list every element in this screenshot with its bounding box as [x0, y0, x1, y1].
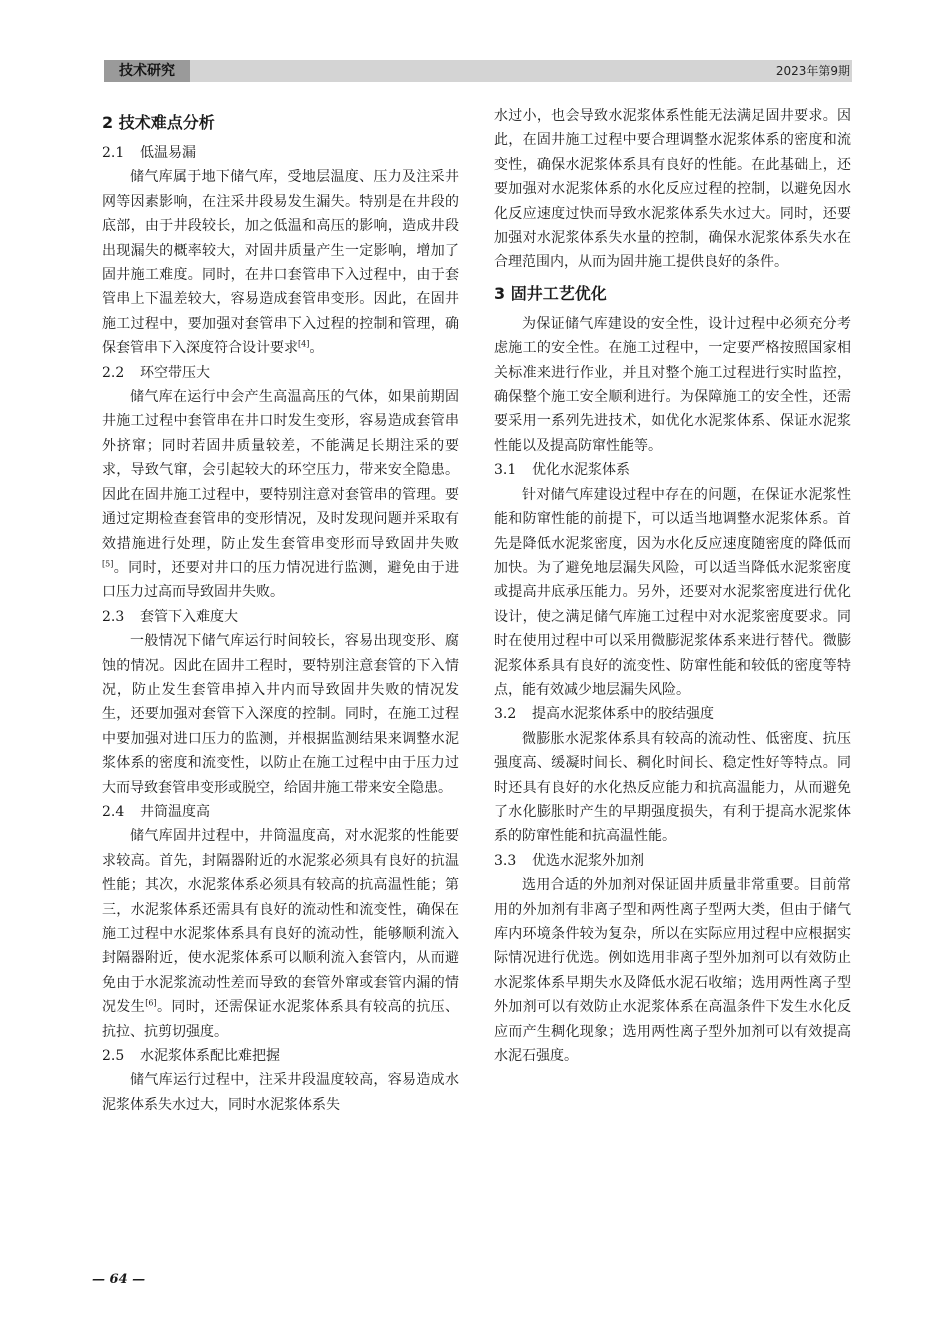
- subsection-title: 套管下入难度大: [140, 608, 238, 625]
- paragraph-text: 储气库在运行中会产生高温高压的气体，如果前期固井施工过程中套管串在井口时发生变形，容易造成套管串外挤窜；同时若固井质量较差，不能满足长期注采的要求，导致气窜，会引起较大的环空压力，带来安全隐患。因此在固井施工过程中，要特别注意对套管串的管理。要通过定期检查套管串的变形情况，及时发现问题并采取有效措施进行处理，防止发生套管串变形而导致固井失败: [102, 389, 459, 552]
- body-paragraph: [102, 165, 459, 360]
- section-heading: 2 技术难点分析: [102, 113, 215, 132]
- citation-ref: [6]: [145, 998, 157, 1008]
- paragraph-text: 选用合适的外加剂对保证固井质量非常重要。目前常用的外加剂有非离子型和两性离子型两大类，但由于储气库内环境条件较为复杂，所以在实际应用过程中应根据实际情况进行优选。例如选用非离子型外加剂可以有效防止水泥浆体系早期失水及降低水泥石收缩；选用两性离子型外加剂可以有效防止水泥浆体系在高温条件下发生水化反应而产生稠化现象；选用两性离子型外加剂可以有效提高水泥石强度。: [494, 877, 851, 1065]
- page-number: — 64 —: [92, 1272, 146, 1287]
- paragraph-text: 储气库固井过程中，井筒温度高，对水泥浆的性能要求较高。首先，封隔器附近的水泥浆必须具有良好的抗温性能；其次，水泥浆体系必须具有较高的抗高温性能；第三，水泥浆体系还需具有良好的流动性和流变性，确保在施工过程中水泥浆体系具有良好的流动性，能够顺利流入封隔器附近，使水泥浆体系可以顺利流入套管内，从而避免由于水泥浆流动性差而导致的套管外窜或套管内漏的情况发生: [102, 828, 459, 1016]
- subsection-number: 2.1: [102, 145, 125, 161]
- subsection-title: 水泥浆体系配比难把握: [140, 1048, 280, 1065]
- header-bar: [104, 60, 852, 82]
- subsection-number: 2.3: [102, 608, 125, 625]
- subsection-number: 2.4: [102, 803, 125, 820]
- body-paragraph: [494, 483, 851, 703]
- paragraph-text: 针对储气库建设过程中存在的问题，在保证水泥浆性能和防窜性能的前提下，可以适当地调整水泥浆体系。首先是降低水泥浆密度，因为水化反应速度随密度的降低而加快。为了避免地层漏失风险，可以适当降低水泥浆密度或提高井底承压能力。另外，还要对水泥浆密度进行优化设计，使之满足储气库施工过程中对水泥浆密度要求。同时在使用过程中可以采用微膨泥浆体系来进行替代。微膨泥浆体系具有良好的流变性、防窜性能和较低的密度等特点，能有效减少地层漏失风险。: [494, 486, 851, 698]
- paragraph-text: 为保证储气库建设的安全性，设计过程中必须充分考虑施工的安全性。在施工过程中，一定要严格按照国家相关标准来进行作业，并且对整个施工过程进行实时监控，确保整个施工安全顺利进行。为保障施工的安全性，还需要采用一系列先进技术，如优化水泥浆体系、保证水泥浆性能以及提高防窜性能等。: [494, 315, 851, 454]
- paragraph-text-tail: 。: [309, 340, 324, 357]
- paragraph-text-tail: 。同时，还要对井口的压力情况进行监测，避免由于进口压力过高而导致固井失败。: [102, 559, 459, 601]
- body-paragraph: [102, 1068, 459, 1117]
- section-heading: 3 固井工艺优化: [494, 283, 607, 303]
- body-paragraph: [102, 385, 459, 605]
- subsection-number: 2.5: [102, 1048, 125, 1065]
- subsection-heading: [494, 702, 851, 726]
- subsection-number: 2.2: [102, 364, 125, 381]
- subsection-title: 提高水泥浆体系中的胶结强度: [532, 706, 714, 723]
- subsection-title: 井筒温度高: [140, 803, 210, 820]
- subsection-heading: [102, 141, 459, 165]
- subsection-heading: [102, 361, 459, 385]
- body-paragraph: [102, 824, 459, 1044]
- paragraph-text: 储气库属于地下储气库，受地层温度、压力及注采井网等因素影响，在注采井段易发生漏失。特别是在井段的底部，由于井段较长，加之低温和高压的影响，造成井段出现漏失的概率较大，对固井质量产生一定影响，增加了固井施工难度。同时，在井口套管串下入过程中，由于套管串上下温差较大，容易造成套管串变形。因此，在固井施工过程中，要加强对套管串下入过程的控制和管理，确保套管串下入深度符合设计要求: [102, 169, 459, 357]
- subsection-number: 3.2: [494, 706, 517, 723]
- subsection-title: 环空带压大: [140, 364, 210, 381]
- subsection-heading: [102, 605, 459, 629]
- subsection-title: 优选水泥浆外加剂: [532, 852, 644, 869]
- body-paragraph: [494, 727, 851, 849]
- subsection-number: 3.3: [494, 852, 517, 869]
- body-paragraph: [494, 873, 851, 1068]
- body-paragraph: [102, 629, 459, 800]
- citation-ref: [4]: [298, 339, 310, 349]
- subsection-heading: [494, 849, 851, 873]
- paragraph-text-tail: 。同时，还需保证水泥浆体系具有较高的抗压、抗拉、抗剪切强度。: [102, 999, 460, 1040]
- paragraph-text: 一般情况下储气库运行时间较长，容易出现变形、腐蚀的情况。因此在固井工程时，要特别注意套管的下入情况，防止发生套管串掉入井内而导致固井失败的情况发生，还要加强对套管下入深度的控制。同时，在施工过程中要加强对进口压力的监测，并根据监测结果来调整水泥浆体系的密度和流变性，以防止在施工过程中由于压力过大而导致套管串变形或脱空，给固井施工带来安全隐患。: [102, 633, 459, 796]
- subsection-heading: [102, 800, 459, 824]
- subsection-heading: [494, 458, 851, 482]
- left-column: [102, 104, 459, 1117]
- issue-label: 2023年第9期: [775, 64, 850, 78]
- section-label: 技术研究: [104, 60, 190, 82]
- paragraph-text: 微膨胀水泥浆体系具有较高的流动性、低密度、抗压强度高、缓凝时间长、稠化时间长、稳定性好等特点。同时还具有良好的水化热反应能力和抗高温能力，从而避免了水化膨胀时产生的早期强度损失，有利于提高水泥浆体系的防窜性能和抗高温性能。: [494, 730, 851, 845]
- subsection-title: 优化水泥浆体系: [532, 462, 630, 479]
- subsection-number: 3.1: [494, 462, 517, 479]
- subsection-heading: [102, 1044, 459, 1068]
- paragraph-text: 水过小，也会导致水泥浆体系性能无法满足固井要求。因此，在固井施工过程中要合理调整水泥浆体系的密度和流变性，确保水泥浆体系具有良好的性能。在此基础上，还要加强对水泥浆体系的水化反应过程的控制，以避免因水化反应速度过快而导致水泥浆体系失水过大。同时，还要加强对水泥浆体系失水量的控制，确保水泥浆体系失水在合理范围内，从而为固井施工提供良好的条件。: [494, 108, 851, 271]
- paragraph-text: 储气库运行过程中，注采井段温度较高，容易造成水泥浆体系失水过大，同时水泥浆体系失: [102, 1072, 459, 1113]
- body-paragraph: [494, 104, 851, 275]
- body-paragraph: [494, 312, 851, 458]
- right-column: [494, 104, 851, 1068]
- subsection-title: 低温易漏: [140, 145, 196, 161]
- citation-ref: [5]: [102, 559, 114, 569]
